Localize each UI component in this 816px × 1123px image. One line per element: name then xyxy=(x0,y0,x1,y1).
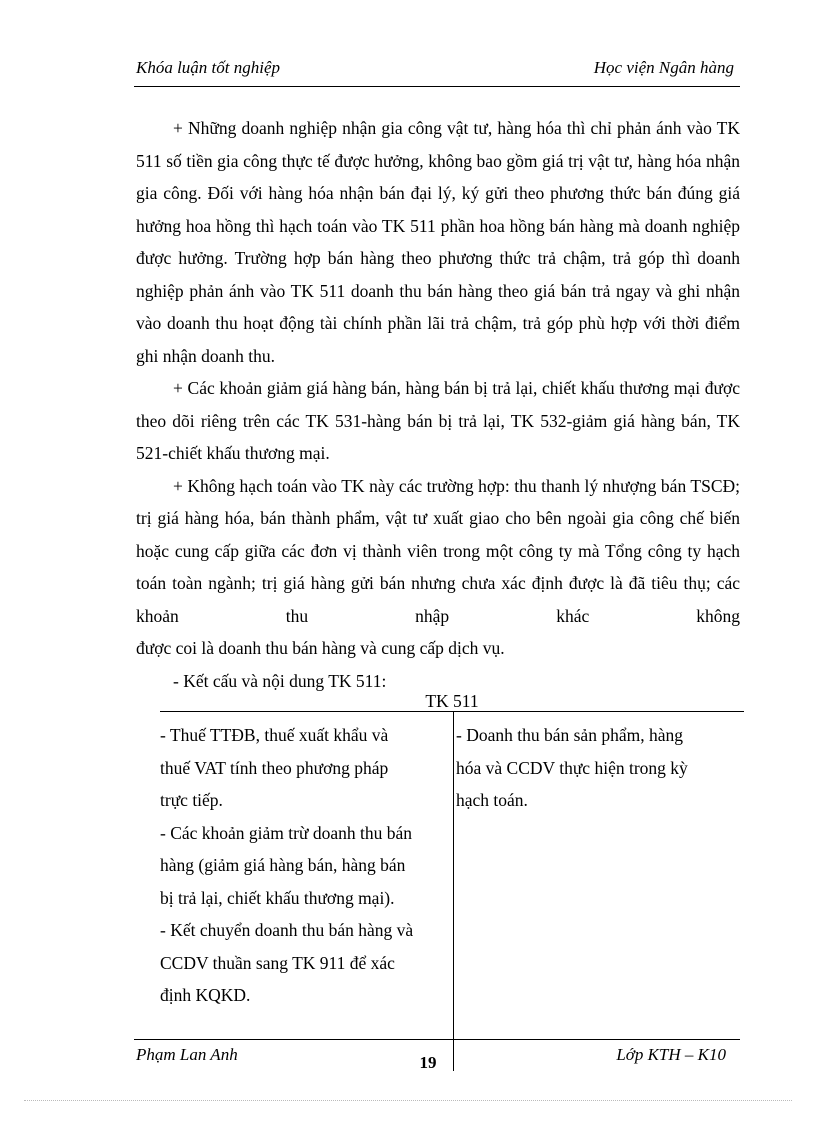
paragraph-1: + Những doanh nghiệp nhận gia công vật tư, hàng hóa thì chỉ phản ánh vào TK 511 số tiền gia công thực tế được hưởng, không bao gồm giá trị vật tư, hàng hóa nhận gia công. Đối với hàng hóa nhận bán đại lý, ký gửi theo phương thức bán đúng giá hưởng hoa hồng thì hạch toán vào TK 511 phần hoa hồng bán hàng mà doanh nghiệp được hưởng. Trường hợp bán hàng theo phương thức trả chậm, trả góp thì doanh nghiệp phản ánh vào TK 511 doanh thu bán hàng theo giá bán trả ngay và ghi nhận vào doanh thu hoạt động tài chính phần lãi trả chậm, trả góp phù hợp với thời điểm ghi nhận doanh thu. xyxy=(136,118,740,366)
footer-class: Lớp KTH – K10 xyxy=(616,1045,726,1064)
page-number: 19 xyxy=(419,1053,437,1072)
credit-line: hóa và CCDV thực hiện trong kỳ xyxy=(456,757,688,778)
paragraph-3b: được coi là doanh thu bán hàng và cung cấp dịch vụ. xyxy=(136,638,505,658)
paragraph-3a: + Không hạch toán vào TK này các trường hợp: thu thanh lý nhượng bán TSCĐ; trị giá hàng hóa, bán thành phẩm, vật tư xuất giao cho bên ngoài gia công chế biến hoặc cung cấp giữa các đơn vị thành viên trong một công ty mà Tổng công ty hạch toán toàn ngành; trị giá hàng gửi bán nhưng chưa xác định được là đã tiêu thụ; các khoản thu nhập khác không xyxy=(136,475,740,626)
debit-line: - Thuế TTĐB, thuế xuất khẩu và xyxy=(160,725,389,745)
debit-line: - Kết chuyển doanh thu bán hàng và xyxy=(160,920,414,940)
credit-line: - Doanh thu bán sản phẩm, hàng xyxy=(456,725,683,745)
debit-line: thuế VAT tính theo phương pháp xyxy=(160,757,389,778)
t-account-vertical-rule xyxy=(453,711,454,1071)
debit-line: bị trả lại, chiết khấu thương mại). xyxy=(160,887,395,908)
header-left-title: Khóa luận tốt nghiệp xyxy=(136,58,281,77)
t-account-horizontal-rule xyxy=(160,711,744,712)
paragraph-2: + Các khoản giảm giá hàng bán, hàng bán bị trả lại, chiết khấu thương mại được theo dõi riêng trên các TK 531-hàng bán bị trả lại, TK 532-giảm giá hàng bán, TK 521-chiết khấu thương mại. xyxy=(136,378,740,463)
header-divider xyxy=(134,86,740,87)
paragraph-4: - Kết cấu và nội dung TK 511: xyxy=(173,670,387,691)
document-body xyxy=(136,112,740,697)
debit-line: trực tiếp. xyxy=(160,790,223,810)
debit-line: định KQKD. xyxy=(160,985,251,1005)
debit-line: CCDV thuần sang TK 911 để xác xyxy=(160,952,395,973)
t-account-debit-side xyxy=(160,719,443,1012)
header-right-title: Học viện Ngân hàng xyxy=(593,58,734,77)
footer-author: Phạm Lan Anh xyxy=(136,1045,238,1064)
debit-line: hàng (giảm giá hàng bán, hàng bán xyxy=(160,855,406,875)
page-edge-divider xyxy=(24,1100,792,1101)
debit-line: - Các khoản giảm trừ doanh thu bán xyxy=(160,822,412,843)
t-account-credit-side xyxy=(456,719,740,817)
credit-line: hạch toán. xyxy=(456,790,528,810)
t-account-title: TK 511 xyxy=(425,691,479,711)
footer-divider xyxy=(134,1039,740,1040)
